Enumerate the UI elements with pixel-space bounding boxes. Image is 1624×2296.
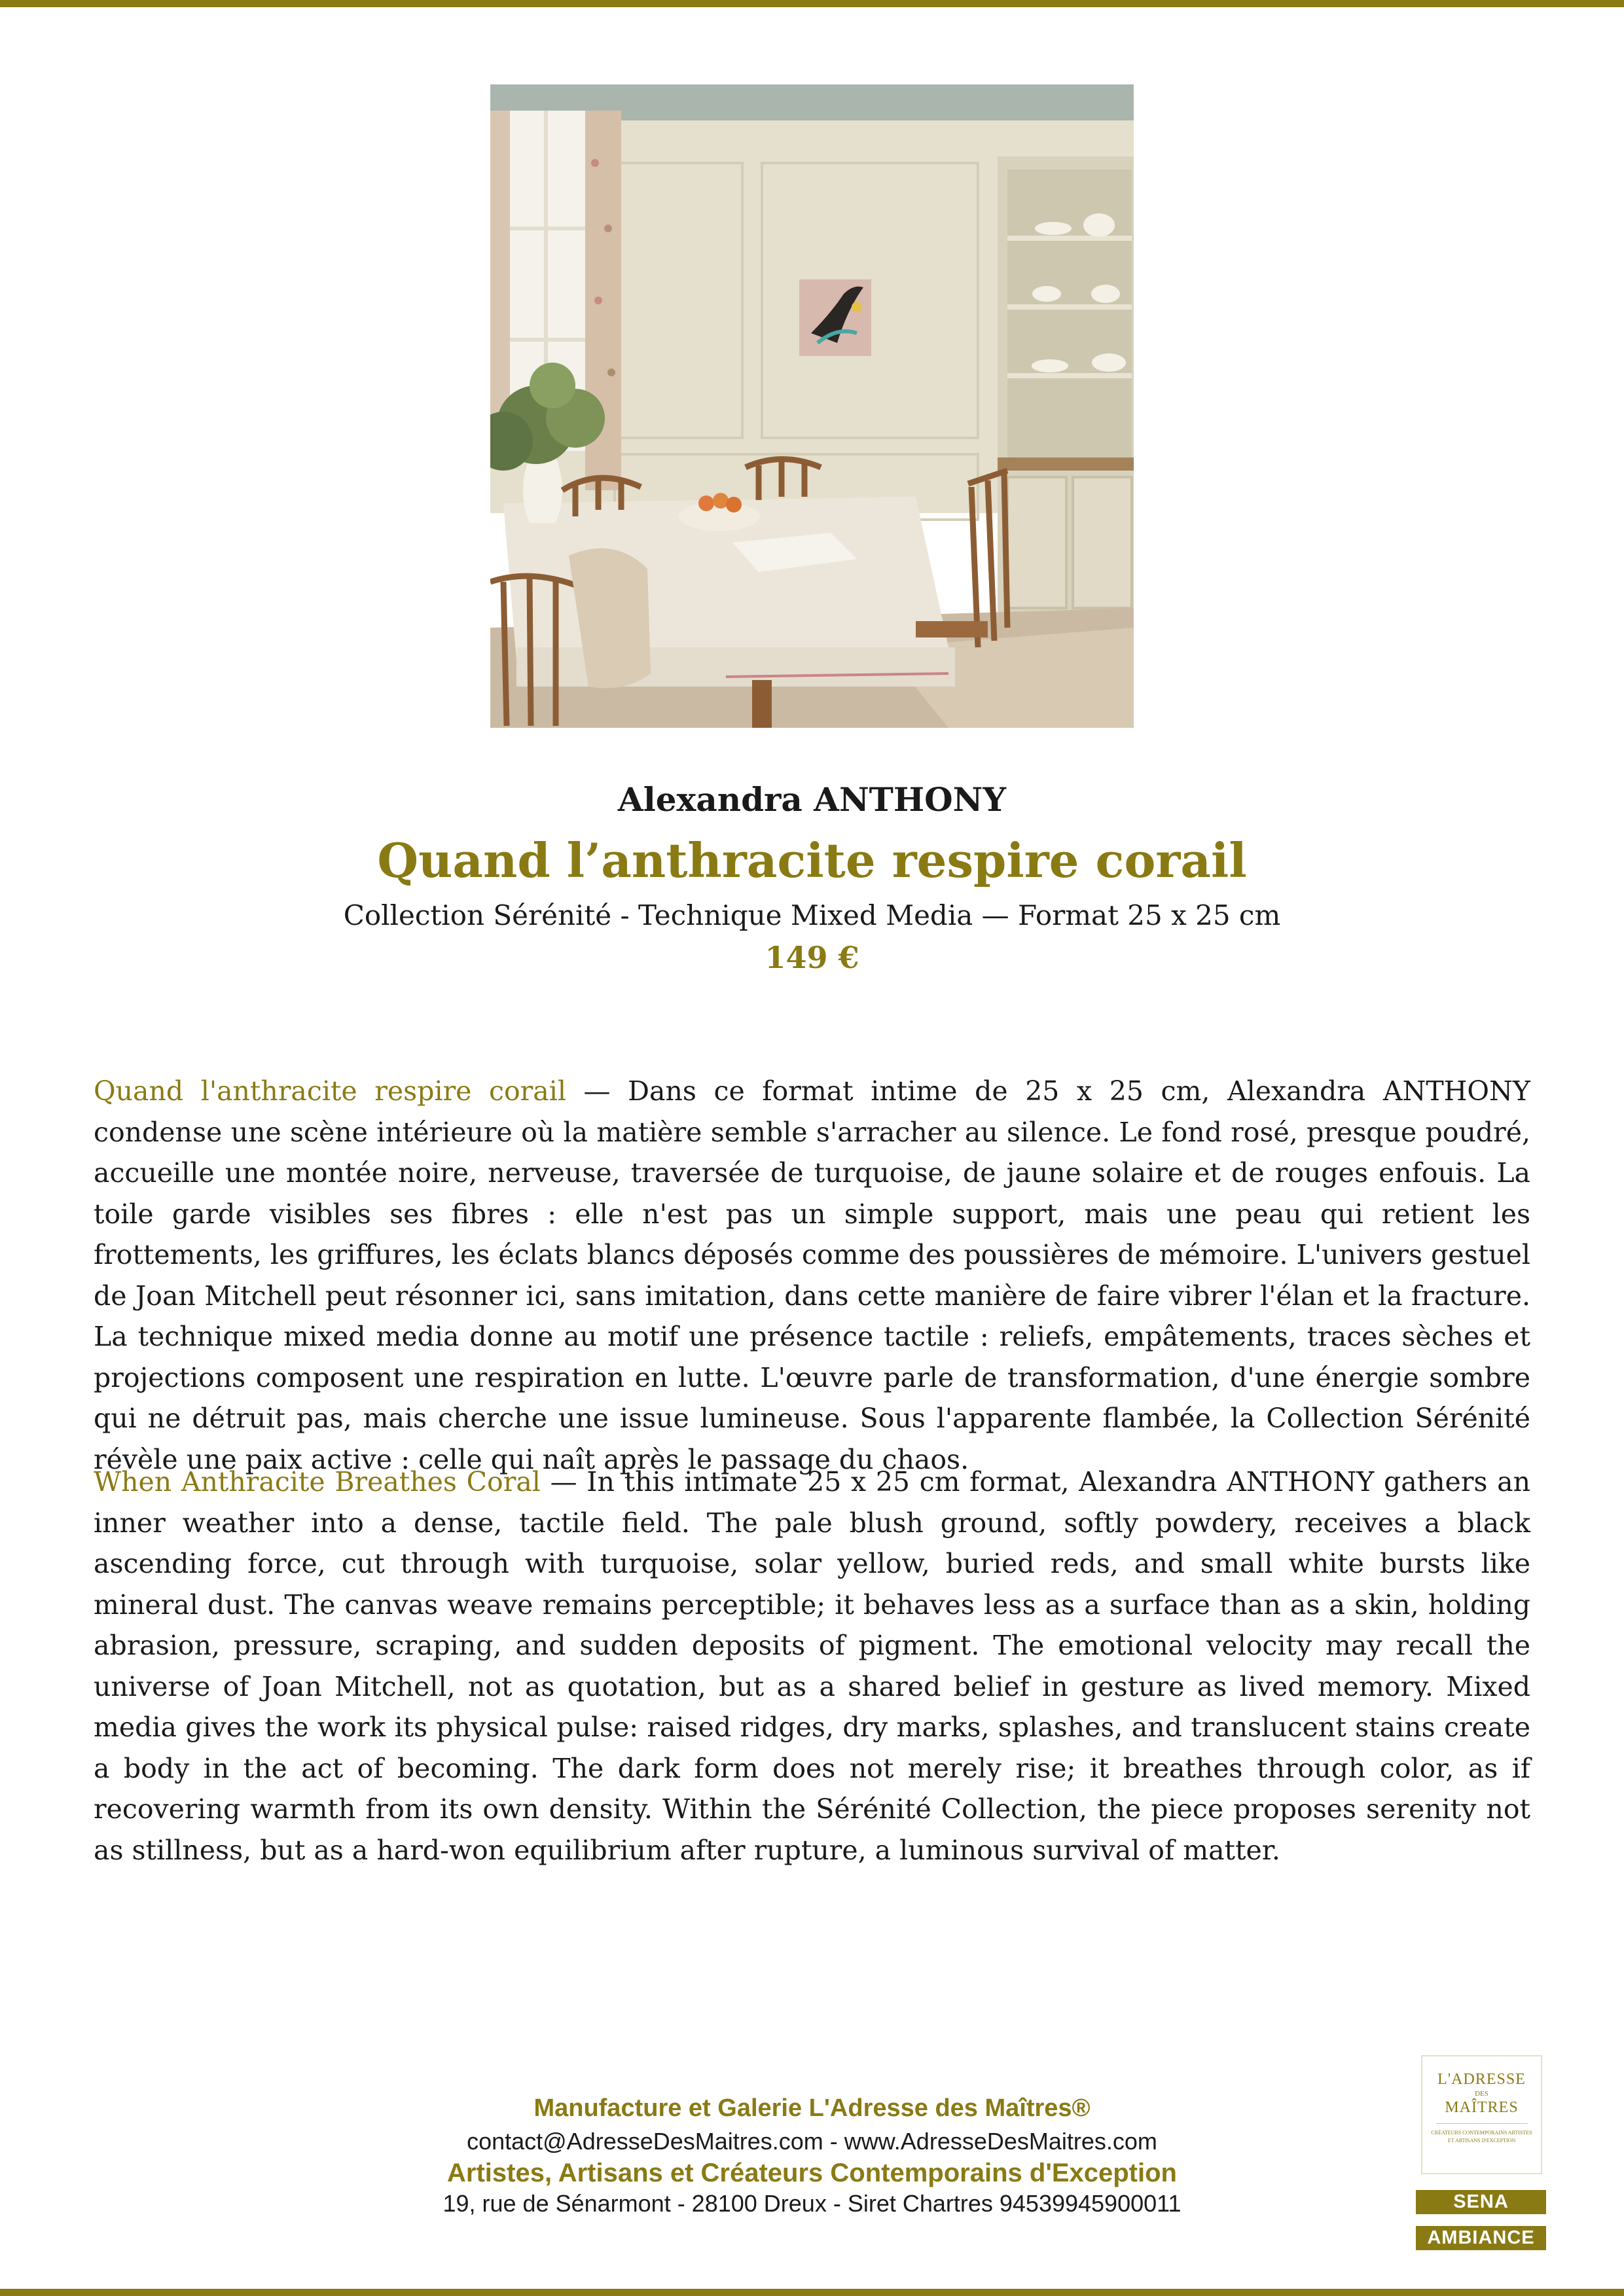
bottom-border: [0, 2289, 1624, 2296]
artwork-title: Quand l’anthracite respire corail: [377, 833, 1247, 888]
gallery-logo: [1421, 2055, 1542, 2174]
footer-contact: contact@AdresseDesMaitres.com - www.AdresseDesMaitres.com: [467, 2128, 1157, 2155]
tag-sena: SENA: [1416, 2190, 1546, 2214]
artwork-details: Collection Sérénité - Technique Mixed Media — Format 25 x 25 cm: [343, 899, 1281, 931]
footer-address: 19, rue de Sénarmont - 28100 Dreux - Siret Chartres 94539945900011: [442, 2190, 1182, 2217]
description-english-lead: When Anthracite Breathes Coral: [94, 1466, 541, 1498]
description-english: [94, 1462, 1530, 1871]
logo-divider: [1436, 2123, 1528, 2124]
artwork-price: 149 €: [765, 940, 859, 975]
artwork-room-photo: [490, 84, 1134, 728]
description-french: [94, 1071, 1530, 1480]
description-english-body: — In this intimate 25 x 25 cm format, Alexandra ANTHONY gathers an inner weather into a dense, tactile field. The pale blush ground, softly powdery, receives a black ascending force, cut through with turquoise, solar yellow, buried reds, and small white bursts like mineral dust. The canvas weave remains perceptible; it behaves less as a surface than as a skin, holding abrasion, pressure, scraping, and sudden deposits of pigment. The emotional velocity may recall the universe of Joan Mitchell, not as quotation, but as a shared belief in gesture as lived memory. Mixed media gives the work its physical pulse: raised ridges, dry marks, splashes, and translucent stains create a body in the act of becoming. The dark form does not merely rise; it breathes through color, as if recovering warmth from its own density. Within the Sérénité Collection, the piece proposes serenity not as stillness, but as a hard-won equilibrium after rupture, a luminous survival of matter.: [94, 1466, 1530, 1866]
footer-company: Manufacture et Galerie L'Adresse des Maîtres®: [533, 2094, 1091, 2122]
description-french-lead: Quand l'anthracite respire corail: [94, 1075, 566, 1107]
logo-line-1: L'ADRESSE: [1437, 2071, 1526, 2088]
logo-line-4: CRÉATEURS CONTEMPORAINS ARTISTES ET ARTISANS D'EXCEPTION: [1431, 2130, 1532, 2144]
artist-name: Alexandra ANTHONY: [617, 780, 1007, 819]
description-french-body: — Dans ce format intime de 25 x 25 cm, Alexandra ANTHONY condense une scène intérieure où la matière semble s'arracher au silence. Le fond rosé, presque poudré, accueille une montée noire, nerveuse, traversée de turquoise, de jaune solaire et de rouges enfouis. La toile garde visibles ses fibres : elle n'est pas un simple support, mais une peau qui retient les frottements, les griffures, les éclats blancs déposés comme des poussières de mémoire. L'univers gestuel de Joan Mitchell peut résonner ici, sans imitation, dans cette manière de faire vibrer l'élan et la fracture. La technique mixed media donne au motif une présence tactile : reliefs, empâtements, traces sèches et projections composent une respiration en lutte. L'œuvre parle de transformation, d'une énergie sombre qui ne détruit pas, mais cherche une issue lumineuse. Sous l'apparente flambée, la Collection Sérénité révèle une paix active : celle qui naît après le passage du chaos.: [94, 1075, 1530, 1475]
top-border: [0, 0, 1624, 7]
tag-ambiance: AMBIANCE: [1416, 2226, 1546, 2250]
footer-tagline: Artistes, Artisans et Créateurs Contemporains d'Exception: [447, 2159, 1177, 2187]
logo-line-3: MAÎTRES: [1445, 2099, 1519, 2116]
logo-line-2: DES: [1475, 2090, 1489, 2098]
